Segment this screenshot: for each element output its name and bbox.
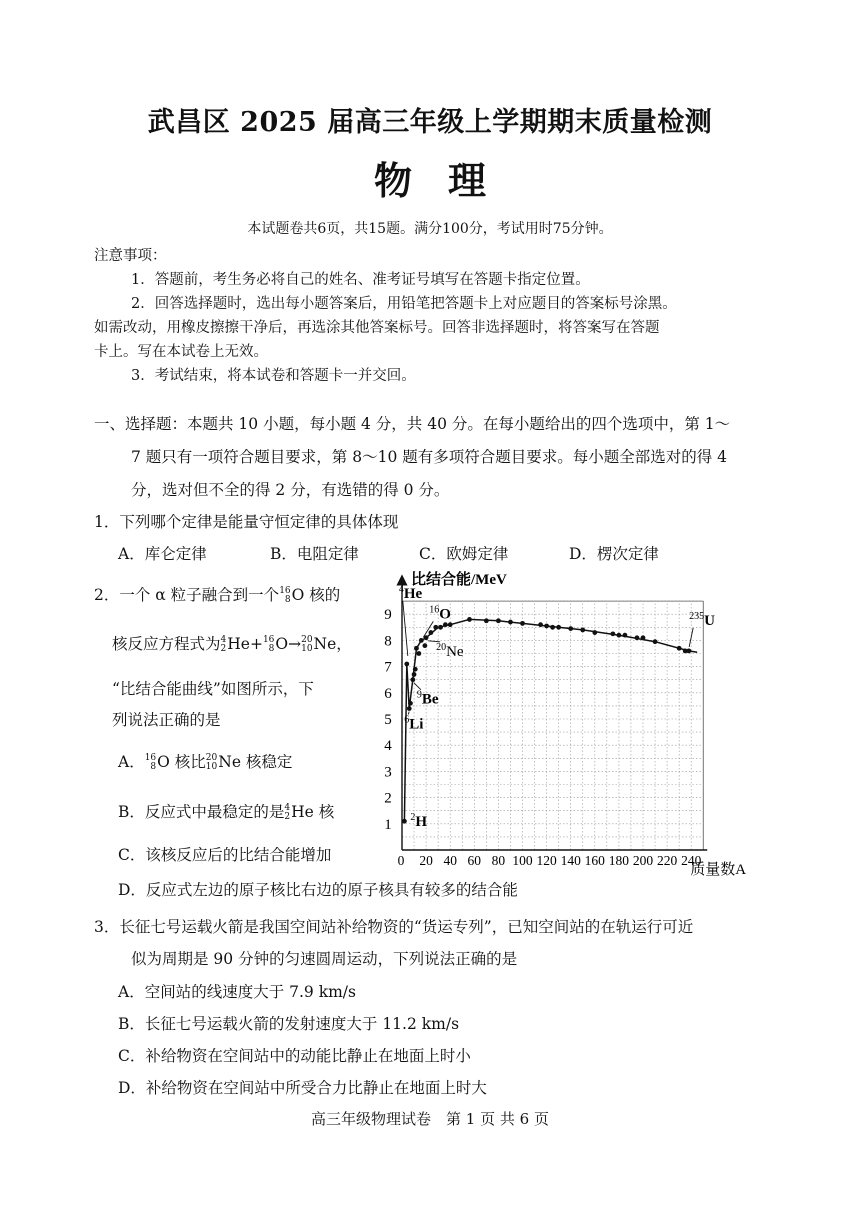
annotation-mass-number: 20 xyxy=(436,641,447,653)
y-tick-label: 4 xyxy=(384,738,392,755)
q2-stem-line-4: 列说法正确的是 xyxy=(112,711,221,729)
notice-item-2a: 2．回答选择题时，选出每小题答案后，用铅笔把答题卡上对应题目的答案标号涂黑。 xyxy=(131,296,677,312)
section-instructions-1: 一、选择题：本题共 10 小题，每小题 4 分，共 40 分。在每小题给出的四个选项中，第 1～ xyxy=(94,415,731,433)
data-point xyxy=(414,646,419,651)
annotation-9be xyxy=(417,690,439,708)
annotation-235u xyxy=(689,611,715,629)
q3-stem-line-2: 似为周期是 90 分钟的匀速圆周运动，下列说法正确的是 xyxy=(131,950,518,968)
q3-stem-line-1: 3．长征七号运载火箭是我国空间站补给物资的“货运专列”，已知空间站的在轨运行可近 xyxy=(94,918,694,936)
data-point xyxy=(686,648,691,653)
annotation-6li xyxy=(404,715,423,733)
data-point xyxy=(404,662,409,667)
notice-item-2b: 如需改动，用橡皮擦擦干净后，再选涂其他答案标号。回答非选择题时，将答案写在答题 xyxy=(94,320,660,336)
chart-labels xyxy=(384,570,746,878)
y-tick-label: 3 xyxy=(384,764,392,781)
x-tick-label: 100 xyxy=(512,853,533,868)
data-point xyxy=(467,617,472,622)
data-point xyxy=(419,638,424,643)
q3-option-b: B．长征七号运载火箭的发射速度大于 11.2 km/s xyxy=(118,1015,460,1033)
data-point xyxy=(443,622,448,627)
data-point xyxy=(484,618,489,623)
q2-stem-1a: 2．一个 α 粒子融合到一个 xyxy=(94,586,280,604)
x-tick-label: 240 xyxy=(681,853,702,868)
exam-info: 本试题卷共6页，共15题。满分100分，考试用时75分钟。 xyxy=(247,221,613,237)
binding-energy-chart xyxy=(355,568,775,878)
y-tick-label: 7 xyxy=(384,659,392,676)
x-tick-label: 120 xyxy=(536,853,557,868)
exam-title: 武昌区 2025 届高三年级上学期期末质量检测 xyxy=(147,107,713,138)
data-point xyxy=(520,621,525,626)
q2-stem-line-3: “比结合能曲线”如图所示，下 xyxy=(112,680,314,698)
data-point xyxy=(413,667,418,672)
data-point xyxy=(410,677,415,682)
x-tick-label: 200 xyxy=(632,853,654,868)
data-point xyxy=(610,631,615,636)
q2-option-d: D．反应式左边的原子核比右边的原子核具有较多的结合能 xyxy=(118,881,518,899)
x-tick-label: 160 xyxy=(584,853,605,868)
data-point xyxy=(623,633,628,638)
annotation-mass-number: 9 xyxy=(416,689,422,701)
y-tick-label: 5 xyxy=(384,712,392,728)
ne20-isotope-notation: 20 10 xyxy=(205,753,218,772)
x-tick-label: 20 xyxy=(419,853,433,868)
annotation-leader-line xyxy=(689,628,693,647)
data-point xyxy=(538,622,543,627)
data-point xyxy=(438,625,443,630)
q2-stem-line-1 xyxy=(94,583,340,605)
section-instructions-2: 7 题只有一项符合题目要求，第 8～10 题有多项符合题目要求。每小题全部选对的得 4 xyxy=(131,448,728,466)
annotation-mass-number: 235 xyxy=(689,610,705,622)
annotation-element-symbol: H xyxy=(415,814,428,831)
annotation-16o xyxy=(429,604,451,622)
annotation-leader-line xyxy=(414,683,421,690)
q1-stem: 1．下列哪个定律是能量守恒定律的具体体现 xyxy=(94,513,399,531)
ne20-isotope-notation: 20 10 xyxy=(301,635,313,654)
subject-char-2: 理 xyxy=(448,158,487,203)
annotation-element-symbol: Li xyxy=(409,716,424,733)
data-point xyxy=(677,646,682,651)
x-tick-label: 40 xyxy=(443,853,457,868)
annotation-element-symbol: O xyxy=(439,606,451,623)
data-point xyxy=(556,625,561,630)
o16-isotope-notation: 16 8 xyxy=(279,586,291,605)
data-point xyxy=(544,624,549,629)
notice-item-3: 3．考试结束，将本试卷和答题卡一并交回。 xyxy=(131,368,416,384)
annotation-element-symbol: U xyxy=(704,612,716,629)
y-tick-label: 8 xyxy=(384,633,392,650)
data-point xyxy=(635,635,640,640)
y-tick-label: 6 xyxy=(384,685,392,702)
notice-item-2c: 卡上。写在本试卷上无效。 xyxy=(94,344,268,360)
y-axis-label: 比结合能/MeV xyxy=(411,572,507,588)
annotation-20ne xyxy=(436,642,464,660)
annotation-2h xyxy=(410,812,427,830)
y-tick-label: 9 xyxy=(384,607,392,624)
annotation-element-symbol: Ne xyxy=(446,643,464,660)
data-point xyxy=(448,622,453,627)
he4-isotope-notation: 4 2 xyxy=(220,635,227,654)
o16-isotope-notation: 16 8 xyxy=(262,635,275,654)
data-point xyxy=(641,635,646,640)
data-point xyxy=(416,651,421,656)
x-tick-label: 220 xyxy=(656,853,678,868)
q2-option-b: B．反应式中最稳定的是 4 2 He 核 xyxy=(118,803,335,822)
he4-isotope-notation: 4 2 xyxy=(284,803,291,822)
q2-option-a: A． 16 8 O 核比 20 10 Ne 核稳定 xyxy=(118,753,293,772)
x-tick-label: 180 xyxy=(608,853,630,868)
y-tick-label: 2 xyxy=(384,790,392,807)
data-point xyxy=(429,630,434,635)
subject-heading xyxy=(0,150,860,205)
x-tick-label: 80 xyxy=(491,853,506,868)
x-tick-label: 60 xyxy=(467,853,482,868)
data-point xyxy=(412,672,417,677)
data-point xyxy=(433,625,438,630)
q1-option-d: D．楞次定律 xyxy=(569,545,659,563)
q1-option-c: C．欧姆定律 xyxy=(419,545,509,563)
data-point xyxy=(402,819,407,824)
data-point xyxy=(496,618,501,623)
annotation-mass-number: 2 xyxy=(410,812,416,824)
annotation-element-symbol: He xyxy=(403,585,423,602)
section-instructions-3: 分，选对但不全的得 2 分，有选错的得 0 分。 xyxy=(131,481,450,499)
annotation-leader-line xyxy=(403,601,408,656)
q2-option-c: C．该核反应后的比结合能增加 xyxy=(118,846,332,864)
data-point xyxy=(508,620,513,625)
origin-label: 0 xyxy=(397,853,405,868)
x-tick-label: 140 xyxy=(560,853,581,868)
x-axis-label: 质量数A xyxy=(690,862,747,878)
q2-stem-1b: O 核的 xyxy=(291,586,341,604)
q3-option-d: D．补给物资在空间站中所受合力比静止在地面上时大 xyxy=(118,1079,487,1097)
annotation-element-symbol: Be xyxy=(421,691,439,708)
chart-grid xyxy=(402,601,703,850)
data-point xyxy=(408,701,413,706)
data-point xyxy=(407,706,412,711)
subject-char-1: 物 xyxy=(373,158,412,203)
data-point xyxy=(550,625,555,630)
data-point xyxy=(617,633,622,638)
data-point xyxy=(653,639,658,644)
data-point xyxy=(422,643,427,648)
annotation-mass-number: 16 xyxy=(429,604,440,616)
q1-option-a: A．库仑定律 xyxy=(118,545,207,563)
annotation-mass-number: 6 xyxy=(404,714,410,726)
q1-option-b: B．电阻定律 xyxy=(270,545,359,563)
page-footer: 高三年级物理试卷 第 1 页 共 6 页 xyxy=(311,1110,549,1128)
data-point xyxy=(580,628,585,633)
q3-option-a: A．空间站的线速度大于 7.9 km/s xyxy=(118,983,356,1001)
notice-item-1: 1．答题前，考生务必将自己的姓名、准考证号填写在答题卡指定位置。 xyxy=(131,272,590,288)
data-point xyxy=(568,626,573,631)
annotation-mass-number: 4 xyxy=(398,583,404,595)
q2-stem-line-2: 核反应方程式为 4 2 He+ 16 8 O→ 20 10 Ne， xyxy=(112,635,352,654)
data-point xyxy=(592,630,597,635)
notice-heading: 注意事项： xyxy=(94,248,167,264)
o16-isotope-notation: 16 8 xyxy=(144,753,157,772)
y-tick-label: 1 xyxy=(384,816,392,833)
q3-option-c: C．补给物资在空间站中的动能比静止在地面上时小 xyxy=(118,1047,471,1065)
